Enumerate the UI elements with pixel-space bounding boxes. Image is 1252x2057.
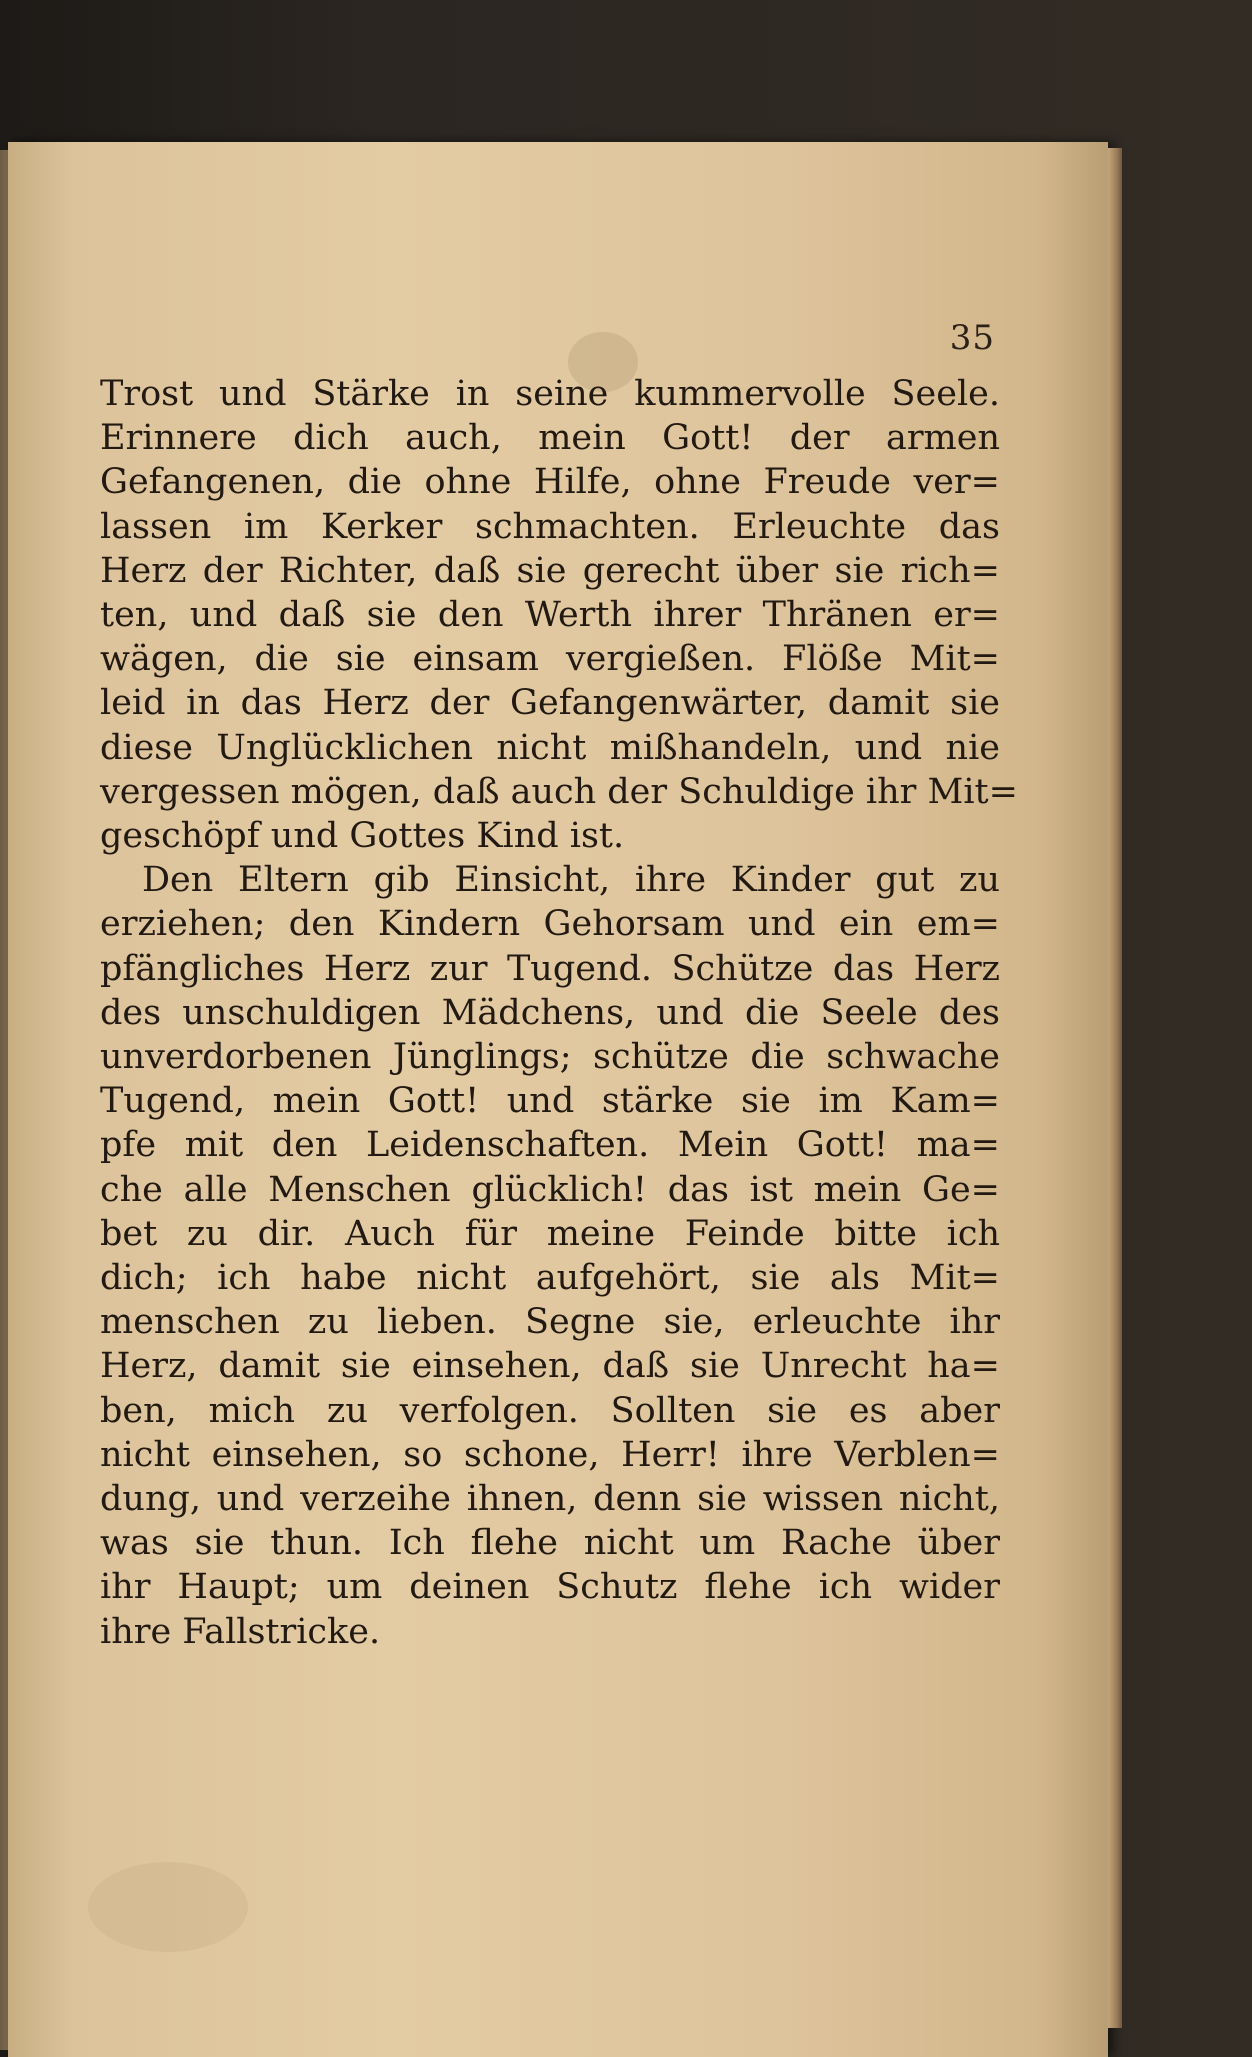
text-line: dich; ich habe nicht aufgehört, sie als Mit= [100,1258,1000,1299]
text-line: pfe mit den Leidenschaften. Mein Gott! ma= [100,1125,1000,1166]
text-line: Gefangenen, die ohne Hilfe, ohne Freude ver= [100,462,1000,503]
text-line: lassen im Kerker schmachten. Erleuchte das [100,506,1000,547]
text-line: menschen zu lieben. Segne sie, erleuchte ihr [100,1302,1000,1343]
page-number: 35 [949,318,995,358]
text-line: unverdorbenen Jünglings; schütze die schwache [100,1037,1000,1078]
text-line: vergessen mögen, daß auch der Schuldige ihr Mit= [100,771,1018,812]
text-line: geschöpf und Gottes Kind ist. [100,816,625,857]
text-line: ben, mich zu verfolgen. Sollten sie es aber [100,1390,1000,1431]
paragraph [100,372,1018,858]
body-text [100,372,1018,1654]
text-line: dung, und verzeihe ihnen, denn sie wissen nicht, [100,1479,1000,1520]
text-line: Trost und Stärke in seine kummervolle Seele. [100,374,1000,414]
text-line: Den Eltern gib Einsicht, ihre Kinder gut zu [142,860,1000,901]
page-block-edge [1108,148,1122,2028]
text-line: ihr Haupt; um deinen Schutz flehe ich wider [100,1567,1000,1608]
text-line: pfängliches Herz zur Tugend. Schütze das Herz [100,948,1000,989]
text-line: leid in das Herz der Gefangenwärter, damit sie [100,683,1000,724]
text-line: Erinnere dich auch, mein Gott! der armen [100,418,1000,459]
text-line: che alle Menschen glücklich! das ist mein Ge= [100,1169,1000,1210]
paragraph [100,858,1000,1654]
text-line: ten, und daß sie den Werth ihrer Thränen er= [100,595,1000,636]
text-line: bet zu dir. Auch für meine Feinde bitte ich [100,1213,1000,1254]
text-line: erziehen; den Kindern Gehorsam und ein em= [100,904,1000,945]
text-line: Tugend, mein Gott! und stärke sie im Kam= [100,1081,1000,1122]
text-line: Herz der Richter, daß sie gerecht über sie rich= [100,550,1000,591]
text-line: was sie thun. Ich flehe nicht um Rache über [100,1523,1000,1564]
text-line: Herz, damit sie einsehen, daß sie Unrecht ha= [100,1346,1000,1387]
text-line: diese Unglücklichen nicht mißhandeln, und nie [100,727,1000,768]
text-line: des unschuldigen Mädchens, und die Seele des [100,992,1000,1033]
text-line: wägen, die sie einsam vergießen. Flöße Mit= [100,639,1000,680]
text-line: nicht einsehen, so schone, Herr! ihre Verblen= [100,1434,1000,1475]
text-line: ihre Fallstricke. [100,1611,381,1652]
paper-stain [88,1862,248,1952]
